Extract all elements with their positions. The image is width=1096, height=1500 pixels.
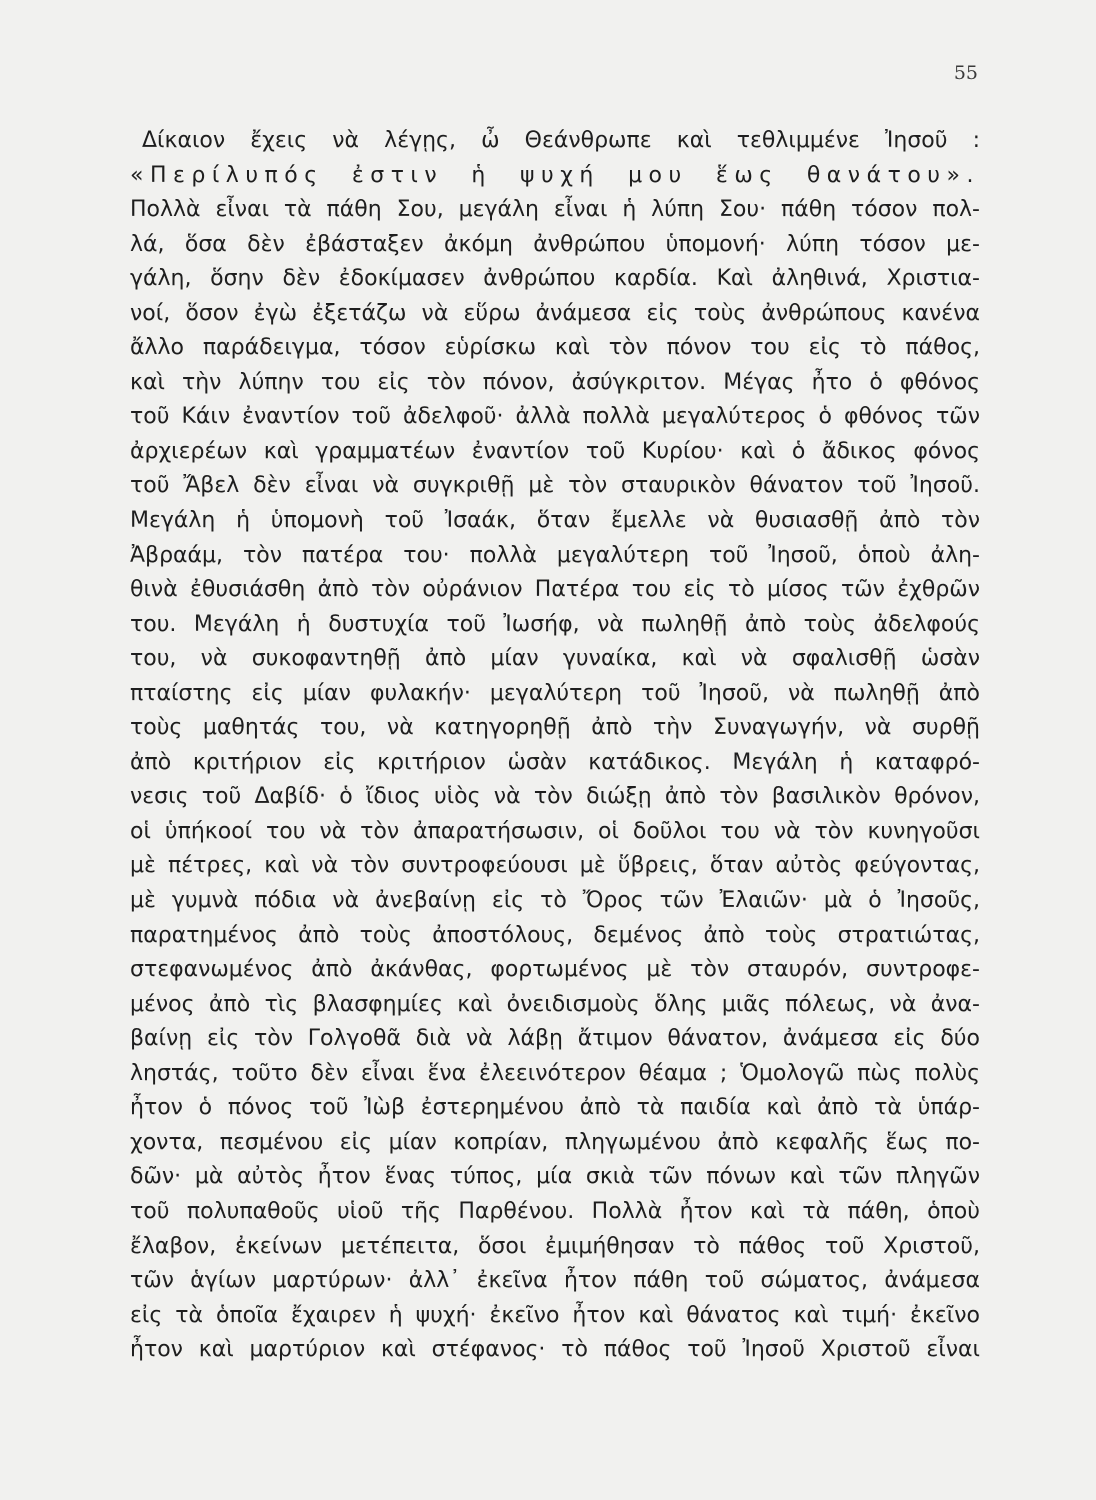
text-line: ἔλαβον, ἐκείνων μετέπειτα, ὅσοι ἐμιμήθησαν τὸ πάθος τοῦ Χριστοῦ, <box>130 1233 980 1259</box>
text-line: θινὰ ἐθυσιάσθη ἀπὸ τὸν οὐράνιον Πατέρα του εἰς τὸ μίσος τῶν ἐχθρῶν <box>130 577 980 603</box>
text-line: οἱ ὑπήκοοί του νὰ τὸν ἀπαρατήσωσιν, οἱ δοῦλοι του νὰ τὸν κυνηγοῦσι <box>130 818 980 844</box>
text-line: ἦτον καὶ μαρτύριον καὶ στέφανος· τὸ πάθος τοῦ Ἰησοῦ Χριστοῦ εἶναι <box>130 1337 980 1363</box>
text-line: δῶν· μὰ αὐτὸς ἦτον ἕνας τύπος, μία σκιὰ τῶν πόνων καὶ τῶν πληγῶν <box>130 1164 980 1190</box>
text-line: τοῦ πολυπαθοῦς υἱοῦ τῆς Παρθένου. Πολλὰ ἦτον καὶ τὰ πάθη, ὁποὺ <box>130 1198 980 1224</box>
text-line: του, νὰ συκοφαντηθῇ ἀπὸ μίαν γυναίκα, καὶ νὰ σφαλισθῇ ὡσὰν <box>130 646 980 672</box>
text-line: νοί, ὅσον ἐγὼ ἐξετάζω νὰ εὕρω ἀνάμεσα εἰς τοὺς ἀνθρώπους κανένα <box>130 300 980 326</box>
text-line: Δίκαιον ἔχεις νὰ λέγῃς, ὦ Θεάνθρωπε καὶ τεθλιμμένε Ἰησοῦ : <box>142 128 980 153</box>
text-line: εἰς τὰ ὁποῖα ἔχαιρεν ἡ ψυχή· ἐκεῖνο ἦτον καὶ θάνατος καὶ τιμή· ἐκεῖνο <box>130 1302 980 1328</box>
text-line: μένος ἀπὸ τὶς βλασφημίες καὶ ὀνειδισμοὺς ὅλης μιᾶς πόλεως, νὰ ἀνα- <box>130 991 980 1017</box>
text-line: παρατημένος ἀπὸ τοὺς ἀποστόλους, δεμένος ἀπὸ τοὺς στρατιώτας, <box>130 922 980 948</box>
text-line: του. Μεγάλη ἡ δυστυχία τοῦ Ἰωσήφ, νὰ πωληθῇ ἀπὸ τοὺς ἀδελφούς <box>130 611 980 637</box>
text-line: τοῦ Ἄβελ δὲν εἶναι νὰ συγκριθῇ μὲ τὸν σταυρικὸν θάνατον τοῦ Ἰησοῦ. <box>130 473 980 499</box>
text-line: «Περίλυπός ἐστιν ἡ ψυχή μου ἕως θανάτου». <box>130 162 980 188</box>
text-line: ἄλλο παράδειγμα, τόσον εὑρίσκω καὶ τὸν πόνον του εἰς τὸ πάθος, <box>130 335 980 361</box>
text-line: νεσις τοῦ Δαβίδ· ὁ ἴδιος υἱὸς νὰ τὸν διώξῃ ἀπὸ τὸν βασιλικὸν θρόνον, <box>130 784 980 810</box>
text-line: ἦτον ὁ πόνος τοῦ Ἰὼβ ἐστερημένου ἀπὸ τὰ παιδία καὶ ἀπὸ τὰ ὑπάρ- <box>130 1095 980 1121</box>
text-line: μὲ πέτρες, καὶ νὰ τὸν συντροφεύουσι μὲ ὕβρεις, ὅταν αὐτὸς φεύγοντας, <box>130 853 980 879</box>
text-line: στεφανωμένος ἀπὸ ἀκάνθας, φορτωμένος μὲ τὸν σταυρόν, συντροφε- <box>130 957 980 983</box>
text-line: χοντα, πεσμένου εἰς μίαν κοπρίαν, πληγωμένου ἀπὸ κεφαλῆς ἕως πο- <box>130 1129 980 1155</box>
text-line: τῶν ἁγίων μαρτύρων· ἀλλ᾽ ἐκεῖνα ἦτον πάθη τοῦ σώματος, ἀνάμεσα <box>130 1268 980 1294</box>
text-line: μὲ γυμνὰ πόδια νὰ ἀνεβαίνῃ εἰς τὸ Ὄρος τῶν Ἐλαιῶν· μὰ ὁ Ἰησοῦς, <box>130 888 980 914</box>
text-line: ἀπὸ κριτήριον εἰς κριτήριον ὡσὰν κατάδικος. Μεγάλη ἡ καταφρό- <box>130 749 980 775</box>
text-line: καὶ τὴν λύπην του εἰς τὸν πόνον, ἀσύγκριτον. Μέγας ἦτο ὁ φθόνος <box>130 369 980 395</box>
text-line: ἀρχιερέων καὶ γραμματέων ἐναντίον τοῦ Κυρίου· καὶ ὁ ἄδικος φόνος <box>130 438 980 464</box>
text-line: ληστάς, τοῦτο δὲν εἶναι ἕνα ἐλεεινότερον θέαμα ; Ὁμολογῶ πὼς πολὺς <box>130 1060 980 1086</box>
text-line: τοῦ Κάιν ἐναντίον τοῦ ἀδελφοῦ· ἀλλὰ πολλὰ μεγαλύτερος ὁ φθόνος τῶν <box>130 404 980 430</box>
text-line: βαίνῃ εἰς τὸν Γολγοθᾶ διὰ νὰ λάβῃ ἄτιμον θάνατον, ἀνάμεσα εἰς δύο <box>130 1026 980 1052</box>
text-line: Μεγάλη ἡ ὑπομονὴ τοῦ Ἰσαάκ, ὅταν ἔμελλε νὰ θυσιασθῇ ἀπὸ τὸν <box>130 508 980 534</box>
text-line: Πολλὰ εἶναι τὰ πάθη Σου, μεγάλη εἶναι ἡ λύπη Σου· πάθη τόσον πολ- <box>130 197 980 223</box>
text-line: Ἀβραάμ, τὸν πατέρα του· πολλὰ μεγαλύτερη τοῦ Ἰησοῦ, ὁποὺ ἀλη- <box>130 542 980 568</box>
page-number: 55 <box>953 62 978 84</box>
text-line: πταίστης εἰς μίαν φυλακήν· μεγαλύτερη τοῦ Ἰησοῦ, νὰ πωληθῇ ἀπὸ <box>130 680 980 706</box>
text-line: γάλη, ὅσην δὲν ἐδοκίμασεν ἀνθρώπου καρδία. Καὶ ἀληθινά, Χριστια- <box>130 266 980 292</box>
text-line: λά, ὅσα δὲν ἐβάσταξεν ἀκόμη ἀνθρώπου ὑπομονή· λύπη τόσον με- <box>130 231 980 257</box>
body-text <box>130 124 980 1368</box>
text-line: τοὺς μαθητάς του, νὰ κατηγορηθῇ ἀπὸ τὴν Συναγωγήν, νὰ συρθῇ <box>130 715 980 741</box>
